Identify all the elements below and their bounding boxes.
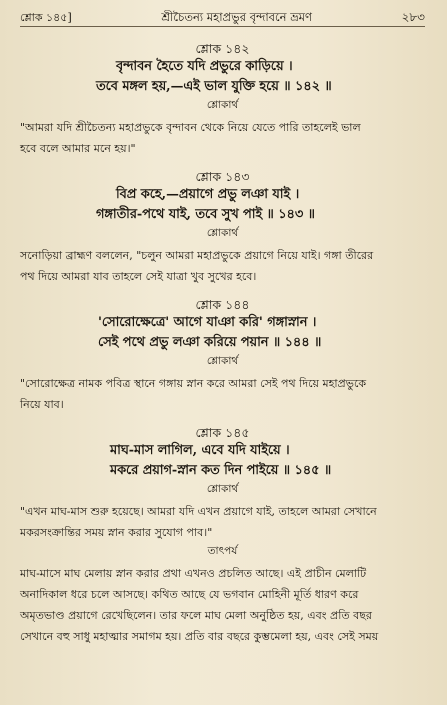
verse-heading: শ্লোক ১৪৫ <box>195 425 250 440</box>
verse-line: সেই পথে প্রভু লঞা করিয়ে পয়ান ॥ ১৪৪ ॥ <box>98 335 322 350</box>
verse-line: মাঘ-মাস লাগিল, এবে যদি যাইয়ে । <box>110 443 290 458</box>
translation-heading: শ্লোকার্থ <box>206 483 239 495</box>
translation-heading: শ্লোকার্থ <box>206 99 239 111</box>
verse-line: বৃন্দাবন হৈতে যদি প্রভুরে কাড়িয়ে । <box>116 59 293 74</box>
translation-line: "আমরা যদি শ্রীচৈতন্য মহাপ্রভুকে বৃন্দাবন থেকে নিয়ে যেতে পারি তাহলেই ভাল <box>20 121 361 134</box>
verse-line: তবে মঙ্গল হয়,—এই ভাল যুক্তি হয়ে ॥ ১৪২ ॥ <box>96 79 332 94</box>
page-header <box>20 8 425 27</box>
verse-line: গঙ্গাতীর-পথে যাই, তবে সুখ পাই ॥ ১৪৩ ॥ <box>96 207 315 222</box>
page-number: ২৮৩ <box>401 10 425 24</box>
header-chapter-title: শ্রীচৈতন্য মহাপ্রভুর বৃন্দাবনে ভ্রমণ <box>161 10 312 24</box>
translation-line: নিয়ে যাব। <box>20 398 64 411</box>
translation-heading: শ্লোকার্থ <box>206 227 239 239</box>
purport-line: অনাদিকাল ধরে চলে আসছে। কথিত আছে যে ভগবান মোহিনী মূর্তি ধারণ করে <box>20 588 359 601</box>
header-verse-range: শ্লোক ১৪৫] <box>20 11 72 24</box>
verse-line: মকরে প্রয়াগ-স্নান কত দিন পাইয়ে ॥ ১৪৫ ॥ <box>110 463 332 478</box>
verse-heading: শ্লোক ১৪২ <box>195 41 250 56</box>
verse-line: বিপ্র কহে,—প্রয়াগে প্রভু লঞা যাই । <box>116 187 300 202</box>
translation-line: সনোড়িয়া ব্রাহ্মণ বললেন, "চলুন আমরা মহাপ্রভুকে প্রয়াগে নিয়ে যাই। গঙ্গা তীরের <box>20 249 374 262</box>
purport-line: মাঘ-মাসে মাঘ মেলায় স্নান করার প্রথা এখনও প্রচলিত আছে। এই প্রাচীন মেলাটি <box>20 567 367 580</box>
translation-line: "এখন মাঘ-মাস শুরু হয়েছে। আমরা যদি এখন প্রয়াগে যাই, তাহলে আমরা সেখানে <box>20 505 377 518</box>
translation-line: পথ দিয়ে আমরা যাব তাহলে সেই যাত্রা খুব সুখের হবে। <box>20 270 257 283</box>
translation-line: "সোরোক্ষেত্র নামক পবিত্র স্থানে গঙ্গায় স্নান করে আমরা সেই পথ দিয়ে মহাপ্রভুকে <box>20 377 367 390</box>
verse-heading: শ্লোক ১৪৩ <box>195 169 250 184</box>
translation-line: হবে বলে আমার মনে হয়।" <box>20 142 136 155</box>
purport-line: অমৃতভাণ্ড প্রয়াগে রেখেছিলেন। তার ফলে মাঘ মেলা অনুষ্ঠিত হয়, এবং প্রতি বছর <box>20 609 372 622</box>
purport-line: সেখানে বহু সাধু মহাত্মার সমাগম হয়। প্রতি বার বছরে কুম্ভমেলা হয়, এবং সেই সময় <box>20 630 379 643</box>
purport-heading: তাৎপর্য <box>207 545 238 557</box>
verse-heading: শ্লোক ১৪৪ <box>195 297 250 312</box>
translation-line: মকরসংক্রান্তির সময় স্নান করার সুযোগ পাব।" <box>20 526 213 539</box>
translation-heading: শ্লোকার্থ <box>206 355 239 367</box>
verse-line: 'সোরোক্ষেত্রে' আগে যাঞা করি' গঙ্গাস্নান । <box>98 315 317 330</box>
